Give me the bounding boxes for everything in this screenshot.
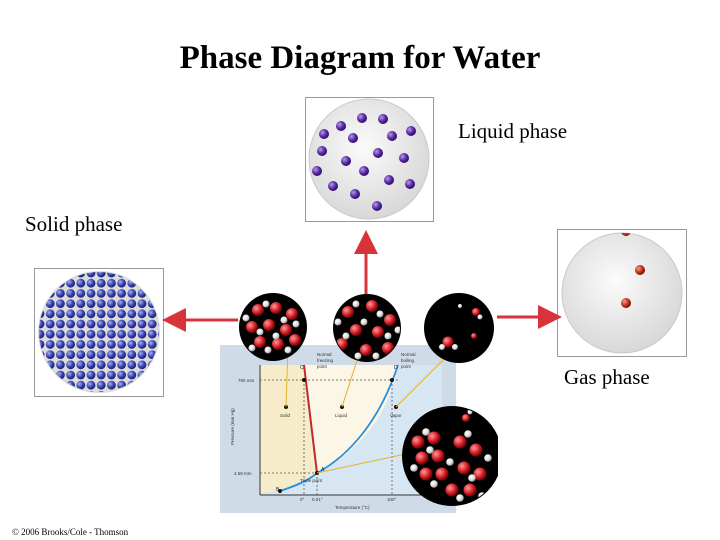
x-tick-0: 0° xyxy=(300,497,305,502)
region-label-liquid: Liquid xyxy=(335,413,348,418)
y-tick-458: 4.58 mm xyxy=(234,471,252,476)
x-tick-001: 0.01° xyxy=(312,497,323,502)
y-axis-label: Pressure (mm Hg) xyxy=(230,408,235,445)
triple-point-molecules-closeup xyxy=(402,406,498,506)
point-label-B: B xyxy=(276,487,280,493)
region-label-vapor: Vapor xyxy=(390,413,402,418)
region-label-solid: Solid xyxy=(280,413,291,418)
normal-boiling-annotation: Normal boiling point xyxy=(401,352,416,369)
triple-point-annotation: Triple point xyxy=(300,478,323,483)
liquid-water-molecules-closeup xyxy=(333,294,402,362)
y-tick-760: 760 mm xyxy=(238,378,255,383)
gas-phase-label: Gas phase xyxy=(564,365,650,389)
solid-phase-label: Solid phase xyxy=(25,212,123,236)
ice-molecules-closeup xyxy=(239,293,307,361)
molecule-closeups xyxy=(238,292,498,510)
liquid-phase-label: Liquid phase xyxy=(458,119,568,143)
slide-title: Phase Diagram for Water xyxy=(179,40,541,76)
point-label-C: C xyxy=(300,365,304,371)
copyright-credit: © 2006 Brooks/Cole - Thomson xyxy=(12,527,129,537)
vapor-molecules-closeup xyxy=(424,293,494,363)
x-tick-100: 100° xyxy=(387,497,397,502)
x-axis-label: Temperature (°C) xyxy=(335,505,370,510)
point-label-D: D xyxy=(394,365,398,371)
normal-freezing-annotation: Normal freezing point xyxy=(317,352,334,369)
point-label-A: A xyxy=(321,467,325,473)
